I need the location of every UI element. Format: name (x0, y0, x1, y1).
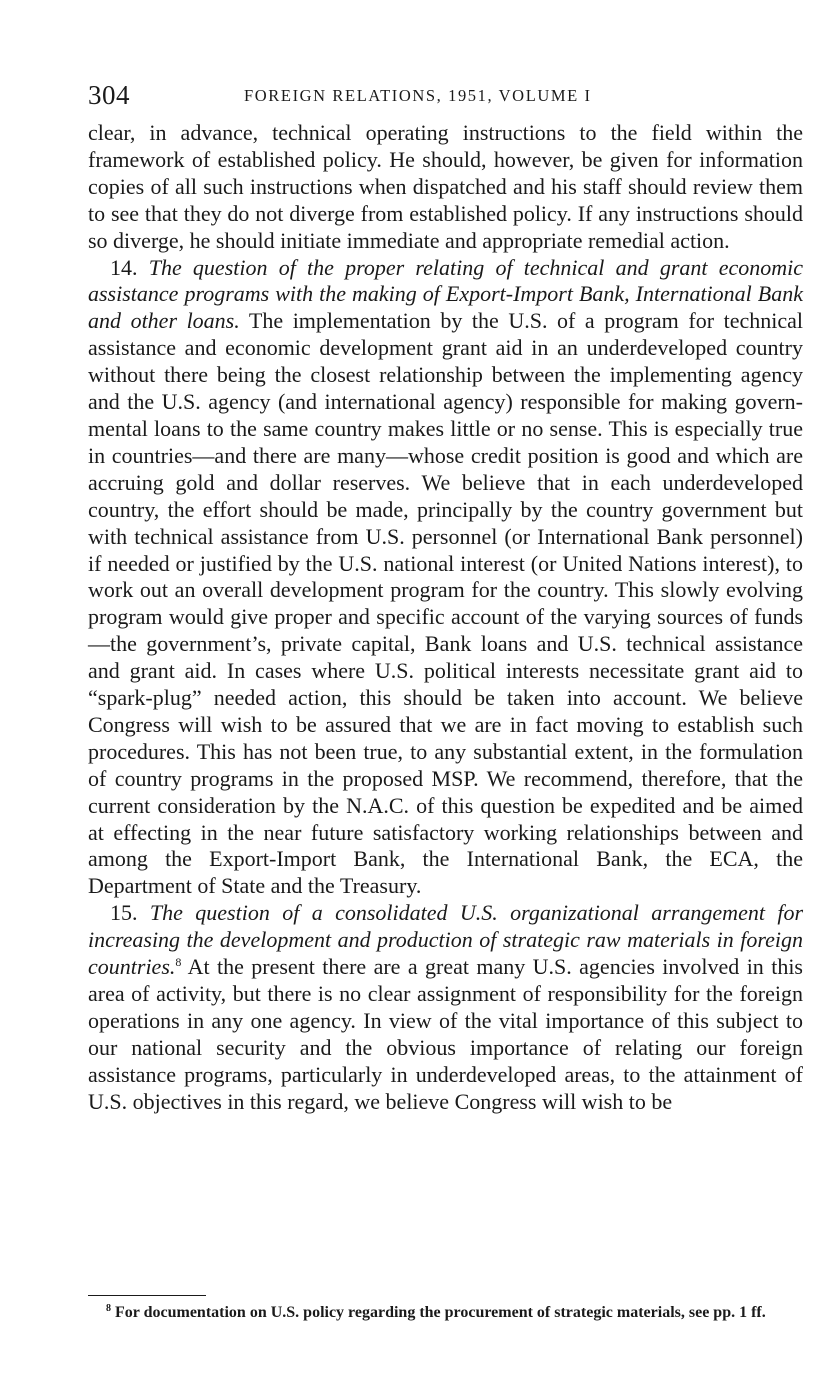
footnote-reference: 8 (175, 955, 182, 970)
paragraph-15-number: 15. (110, 900, 138, 926)
paragraph-14 (88, 255, 803, 901)
paragraph-15-topic: The question of a consolidated U.S. organizational arrangement for increasing the development and production of strategic raw materials in foreign countries. (88, 900, 804, 980)
footnote-text: For documentation on U.S. policy regarding the procurement of strategic materials, see pp. 1 ff. (115, 1304, 766, 1321)
paragraph-15-text: At the present there are a great many U.S. agencies involved in this area of activity, but there is no clear assignment of responsibility for the foreign operations in any one agency. In view of the vital importance of this subject to our national security and the obvious importance of relating our foreign assistance programs, particularly in underdeveloped areas, to the attainment of U.S. objectives in this regard, we believe Congress will wish to be (88, 954, 803, 1114)
paragraph-15 (88, 900, 803, 1115)
page-number: 304 (88, 80, 130, 110)
page-header (88, 80, 803, 114)
paragraph-14-text: The implementation by the U.S. of a program for technical assistance and economic development grant aid in an underdeveloped country without there being the closest relationship between the implementing agency and the U.S. agency (and international agency) responsible for making governmental loans to the same country makes little or no sense. This is especially true in countries—and there are many—whose credit position is good and which are accruing gold and dollar reserves. We believe that in each underdeveloped country, the effort should be made, principally by the country government but with technical assistance from U.S. personnel (or International Bank personnel) if needed or justified by the U.S. national interest (or United Nations interest), to work out an overall development program for the country. This slowly evolving program would give proper and specific account of the varying sources of funds—the government’s, private capital, Bank loans and U.S. technical assistance and grant aid. In cases where U.S. political interests necessitate grant aid to “spark-plug” needed action, this should be taken into account. We believe Congress will wish to be assured that we are in fact moving to establish such procedures. This has not been true, to any substantial extent, in the formulation of country programs in the proposed MSP. We recommend, therefore, that the current consideration by the N.A.C. of this question be expedited and be aimed at effecting in the near future satisfactory working relationships between and among the Export-Import Bank, the International Bank, the ECA, the Department of State and the Treasury. (88, 308, 803, 899)
paragraph-14-topic: The question of the proper relating of technical and grant economic assistance programs with the making of Export-Import Bank, International Bank and other loans. (88, 254, 804, 334)
paragraph-14-number: 14. (110, 254, 138, 280)
opening-paragraph: clear, in advance, technical operating instructions to the field within the framework of established policy. He should, however, be given for information copies of all such instructions when dispatched and his staff should review them to see that they do not diverge from established policy. If any instructions should so diverge, he should initiate immediate and appropriate remedial action. (88, 120, 803, 253)
footnote-marker: 8 (106, 1303, 111, 1314)
body-text (88, 120, 803, 1116)
footnote (88, 1302, 803, 1323)
running-head: FOREIGN RELATIONS, 1951, VOLUME I (244, 86, 592, 105)
footnote-divider (88, 1295, 206, 1296)
